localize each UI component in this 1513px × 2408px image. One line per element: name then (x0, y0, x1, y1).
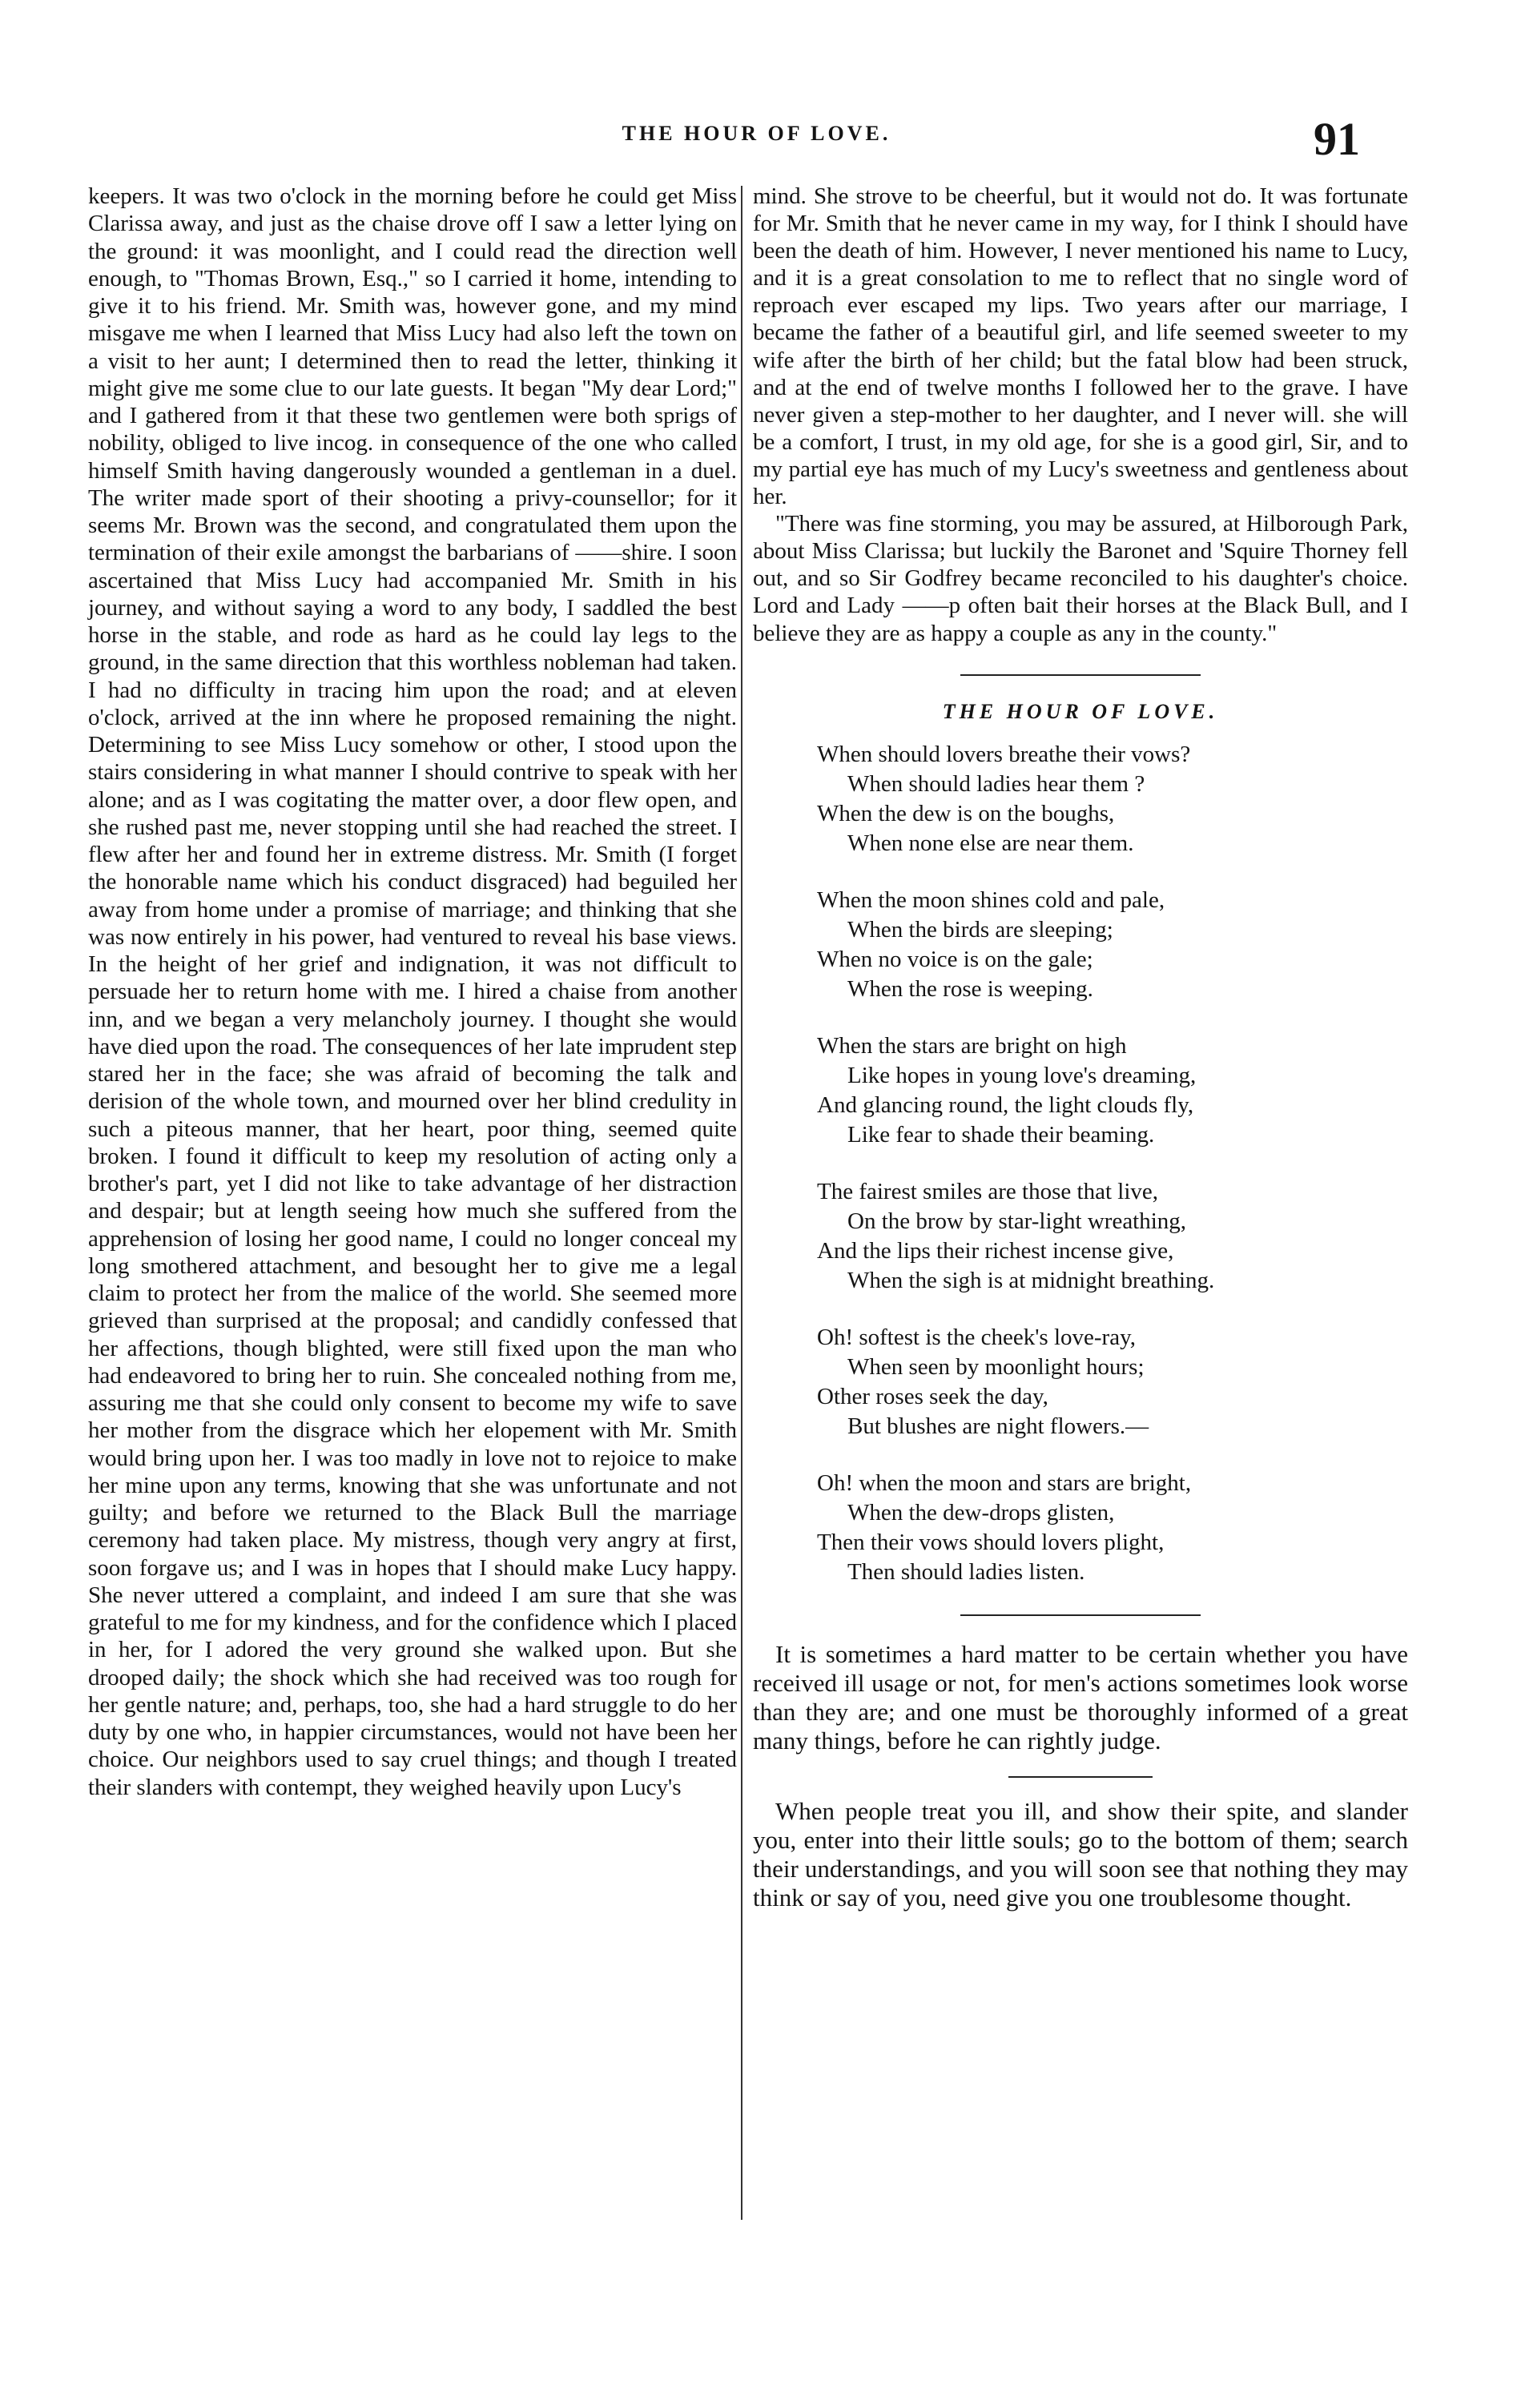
section-rule (960, 1614, 1201, 1616)
story-paragraph: keepers. It was two o'clock in the morning before he could get Miss Clarissa away, and just as the chaise drove off I saw a letter lying on the ground: it was moonlight, and I could read the direction well enough, to "Thomas Brown, Esq.," so I carried it home, intending to give it to his friend. Mr. Smith was, however gone, and my mind misgave me when I learned that Miss Lucy had also left the town on a visit to her aunt; I determined then to read the letter, thinking it might give me some clue to our late guests. It began "My dear Lord;" and I gathered from it that these two gentlemen were both sprigs of nobility, obliged to live incog. in consequence of the one who called himself Smith having dangerously wounded a gentleman in a duel. The writer made sport of their shooting a privy-counsellor; for it seems Mr. Brown was the second, and congratulated them upon the termination of their exile amongst the barbarians of ——shire. I soon ascertained that Miss Lucy had accompanied Mr. Smith in his journey, and without saying a word to any body, I saddled the best horse in the stable, and rode as hard as he could lay legs to the ground, in the same direction that this worthless nobleman had taken. I had no difficulty in tracing him upon the road; and at eleven o'clock, arrived at the inn where he proposed remaining the night. Determining to see Miss Lucy somehow or other, I stood upon the stairs considering in what manner I should contrive to speak with her alone; and as I was cogitating the matter over, a door flew open, and she rushed past me, never stopping until she had reached the street. I flew after her and found her in extreme distress. Mr. Smith (I forget the honorable name which his conduct disgraced) had beguiled her away from home under a promise of marriage; and thinking that she was now entirely in his power, had ventured to reveal his base views. In the height of her grief and indignation, it was not difficult to persuade her to return home with me. I hired a chaise from another inn, and we began a very melancholy journey. I thought she would have died upon the road. The consequences of her late imprudent step stared her in the face; she was afraid of becoming the talk and derision of the whole town, and mourned over her blind credulity in such a piteous manner, that her heart, poor thing, seemed quite broken. I found it difficult to keep my resolution of acting only a brother's part, yet I did not like to take advantage of her distraction and despair; but at length seeing how much she suffered from the apprehension of losing her good name, I could no longer conceal my long smothered attachment, and besought her to give me a legal claim to protect her from the malice of the world. She seemed more grieved than surprised at the proposal; and candidly confessed that her affections, though blighted, were still fixed upon the man who had endeavored to bring her to ruin. She concealed nothing from me, assuring me that she could only consent to become my wife to save her mother from the disgrace which her elopement with Mr. Smith would bring upon her. I was too madly in love not to rejoice to make her mine upon any terms, knowing that she was unfortunate and not guilty; and before we returned to the Black Bull the marriage ceremony had taken place. My mistress, though very angry at first, soon forgave us; and I was in hopes that I should make Lucy happy. She never uttered a complaint, and indeed I am sure that she was grateful to me for my kindness, and for the confidence which I placed in her, for I adored the very ground she walked upon. But she drooped daily; the shock which she had received was too rough for her gentle nature; and, perhaps, too, she had a hard struggle to do her duty by one who, in happier circumstances, would not have been her choice. Our neighbors used to say cruel things; and though I treated their slanders with contempt, they weighed heavily upon Lucy's (88, 183, 737, 1800)
running-title: THE HOUR OF LOVE. (622, 122, 891, 145)
section-rule (1008, 1776, 1153, 1778)
poem-line: When should ladies hear them ? (847, 770, 1145, 797)
poem-line: When the rose is weeping. (847, 975, 1093, 1002)
poem-stanza (817, 1031, 1408, 1150)
poem-line: Oh! when the moon and stars are bright, (817, 1469, 1192, 1496)
story-paragraph: "There was fine storming, you may be assured, at Hilborough Park, about Miss Clarissa; but luckily the Baronet and 'Squire Thorney fell out, and so Sir Godfrey became reconciled to his daughter's choice. Lord and Lady ——p often bait their horses at the Black Bull, and I believe they are as happy a couple as any in the county." (753, 511, 1408, 646)
left-column (88, 183, 737, 1801)
essay-1 (753, 1640, 1408, 1755)
poem-stanza (817, 740, 1408, 858)
poem-line: Other roses seek the day, (817, 1383, 1048, 1409)
poem-line: On the brow by star-light wreathing, (847, 1208, 1187, 1234)
column-divider (741, 186, 742, 2220)
poem-line: When should lovers breathe their vows? (817, 741, 1191, 767)
poem-line: When the birds are sleeping; (847, 916, 1113, 943)
poem (753, 700, 1408, 1587)
poem-line: When no voice is on the gale; (817, 946, 1093, 972)
poem-line: When the dew is on the boughs, (817, 800, 1115, 826)
section-rule (960, 674, 1201, 676)
poem-line: The fairest smiles are those that live, (817, 1178, 1158, 1204)
poem-line: Oh! softest is the cheek's love-ray, (817, 1324, 1136, 1350)
poem-line: When the sigh is at midnight breathing. (847, 1267, 1215, 1293)
poem-stanza (817, 1469, 1408, 1587)
poem-stanza (817, 886, 1408, 1004)
poem-line: Like fear to shade their beaming. (847, 1121, 1155, 1148)
poem-line: Then should ladies listen. (847, 1558, 1085, 1585)
left-column-text (88, 183, 737, 1801)
poem-line: Then their vows should lovers plight, (817, 1529, 1165, 1555)
essay-2 (753, 1797, 1408, 1912)
poem-title: THE HOUR OF LOVE. (942, 699, 1219, 723)
right-column-story (753, 183, 1408, 647)
poem-line: When seen by moonlight hours; (847, 1353, 1145, 1380)
poem-line: When the stars are bright on high (817, 1032, 1127, 1059)
page-number: 91 (1314, 113, 1360, 165)
poem-line: And glancing round, the light clouds fly, (817, 1091, 1194, 1118)
poem-stanzas (753, 740, 1408, 1587)
poem-stanza (817, 1177, 1408, 1296)
poem-stanza (817, 1323, 1408, 1441)
right-column (753, 183, 1408, 1912)
poem-line: Like hopes in young love's dreaming, (847, 1062, 1197, 1088)
poem-line: When none else are near them. (847, 830, 1134, 856)
poem-line: When the moon shines cold and pale, (817, 886, 1165, 913)
essay-paragraph: It is sometimes a hard matter to be certain whether you have received ill usage or not, for men's actions sometimes look worse than they are; and one must be thoroughly informed of a great many things, before he can rightly judge. (753, 1639, 1408, 1755)
story-paragraph: mind. She strove to be cheerful, but it would not do. It was fortunate for Mr. Smith that he never came in my way, for I think I should have been the death of him. However, I never mentioned his name to Lucy, and it is a great consolation to me to reflect that no single word of reproach ever escaped my lips. Two years after our marriage, I became the father of a beautiful girl, and life seemed sweeter to my wife after the birth of her child; but the fatal blow had been struck, and at the end of twelve months I followed her to the grave. I have never given a step-mother to her daughter, and I never will. she will be a comfort, I trust, in my old age, for she is a good girl, Sir, and to my partial eye has much of my Lucy's sweetness and gentleness about her. (753, 183, 1408, 510)
essay-paragraph: When people treat you ill, and show their spite, and slander you, enter into their little souls; go to the bottom of them; search their understandings, and you will soon see that nothing they may think or say of you, need give you one troublesome thought. (753, 1796, 1408, 1912)
poem-line: When the dew-drops glisten, (847, 1499, 1115, 1526)
poem-line: And the lips their richest incense give, (817, 1237, 1174, 1264)
poem-line: But blushes are night flowers.— (847, 1413, 1149, 1439)
